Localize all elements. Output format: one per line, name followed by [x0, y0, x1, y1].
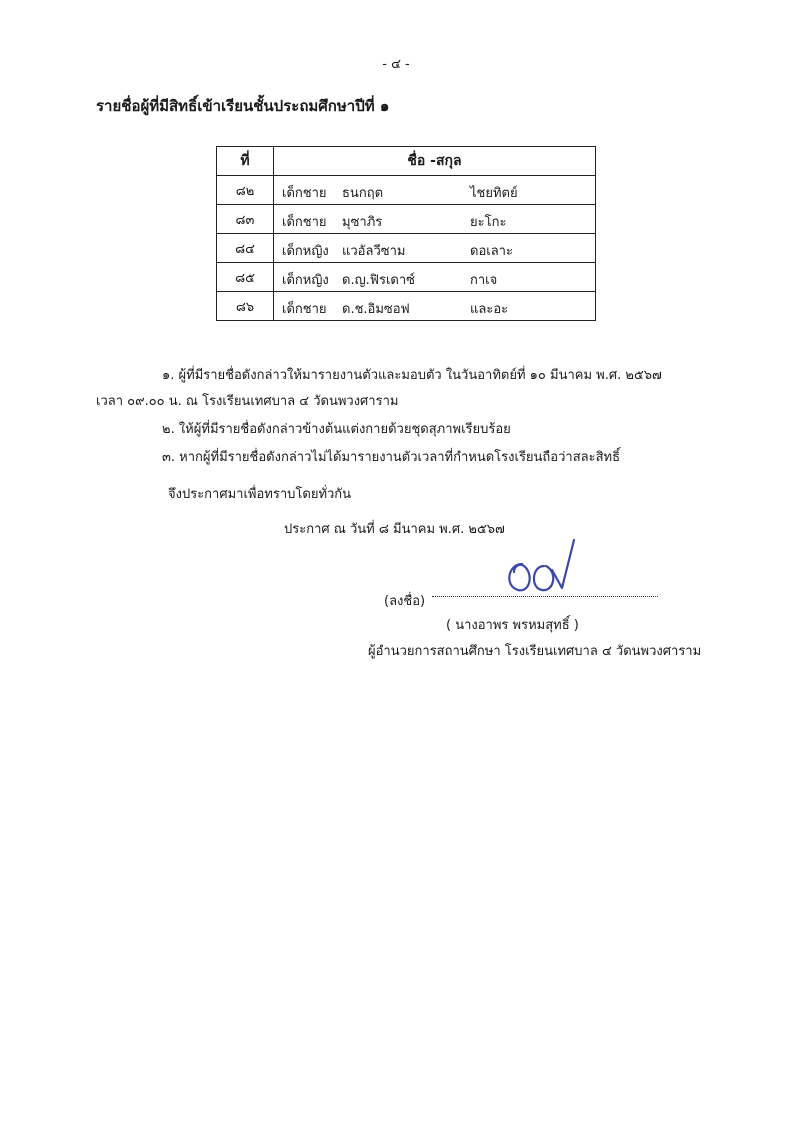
announcement-date: ประกาศ ณ วันที่ ๘ มีนาคม พ.ศ. ๒๕๖๗: [284, 522, 505, 537]
row-name-cell: [274, 292, 596, 321]
name-prefix: เด็กหญิง: [282, 273, 329, 288]
row-number: ๘๓: [217, 205, 274, 234]
last-name: ดอเลาะ: [470, 244, 513, 259]
student-list-table: [216, 146, 596, 321]
signer-name: ( นางอาพร พรหมสุทธิ์ ): [446, 618, 579, 633]
row-number: ๘๔: [217, 234, 274, 263]
signature-mark: [500, 536, 590, 600]
last-name: ยะโกะ: [470, 215, 507, 230]
row-name-cell: [274, 263, 596, 292]
row-number: ๘๒: [217, 176, 274, 205]
row-name-cell: [274, 205, 596, 234]
last-name: ไชยทิตย์: [470, 186, 518, 201]
column-header-name: ชื่อ -สกุล: [274, 147, 596, 176]
row-number: ๘๖: [217, 292, 274, 321]
table-row: [217, 292, 596, 321]
signature-line: [432, 596, 658, 597]
row-name-cell: [274, 176, 596, 205]
first-name: ด.ช.อิมซอฟ: [342, 302, 410, 317]
note-item-1-line-2: เวลา ๐๙.๐๐ น. ณ โรงเรียนเทศบาล ๔ วัดนพวงศาราม: [96, 394, 399, 409]
name-prefix: เด็กชาย: [282, 186, 327, 201]
first-name: ธนกฤต: [342, 186, 384, 201]
sign-label: (ลงชื่อ): [384, 594, 426, 609]
row-name-cell: [274, 234, 596, 263]
row-number: ๘๕: [217, 263, 274, 292]
table-row: [217, 263, 596, 292]
note-item-3: ๓. หากผู้ที่มีรายชื่อดังกล่าวไม่ได้มารายงานตัวเวลาที่กำหนดโรงเรียนถือว่าสละสิทธิ์: [162, 450, 621, 465]
name-prefix: เด็กชาย: [282, 215, 327, 230]
first-name: ด.ญ.ฟิรเดาซ์: [342, 273, 415, 288]
last-name: และอะ: [470, 302, 509, 317]
name-prefix: เด็กชาย: [282, 302, 327, 317]
first-name: มุซาภิร: [342, 215, 383, 230]
table-header-row: [217, 147, 596, 176]
closing-statement: จึงประกาศมาเพื่อทราบโดยทั่วกัน: [168, 487, 352, 502]
note-item-2: ๒. ให้ผู้ที่มีรายชื่อดังกล่าวข้างต้นแต่งกายด้วยชุดสุภาพเรียบร้อย: [162, 422, 511, 437]
first-name: แวอัลวีซาม: [342, 244, 406, 259]
name-prefix: เด็กหญิง: [282, 244, 329, 259]
page-number: - ๔ -: [382, 57, 410, 72]
table-row: [217, 176, 596, 205]
table-row: [217, 205, 596, 234]
column-header-number: ที่: [217, 147, 274, 176]
last-name: กาเจ: [470, 273, 498, 288]
note-item-1-line-1: ๑. ผู้ที่มีรายชื่อดังกล่าวให้มารายงานตัวและมอบตัว ในวันอาทิตย์ที่ ๑๐ มีนาคม พ.ศ. ๒๕๖๗: [162, 368, 662, 383]
signer-position: ผู้อำนวยการสถานศึกษา โรงเรียนเทศบาล ๔ วัดนพวงศาราม: [368, 644, 702, 659]
table-row: [217, 234, 596, 263]
list-title: รายชื่อผู้ที่มีสิทธิ์เข้าเรียนชั้นประถมศึกษาปีที่ ๑: [96, 97, 390, 115]
